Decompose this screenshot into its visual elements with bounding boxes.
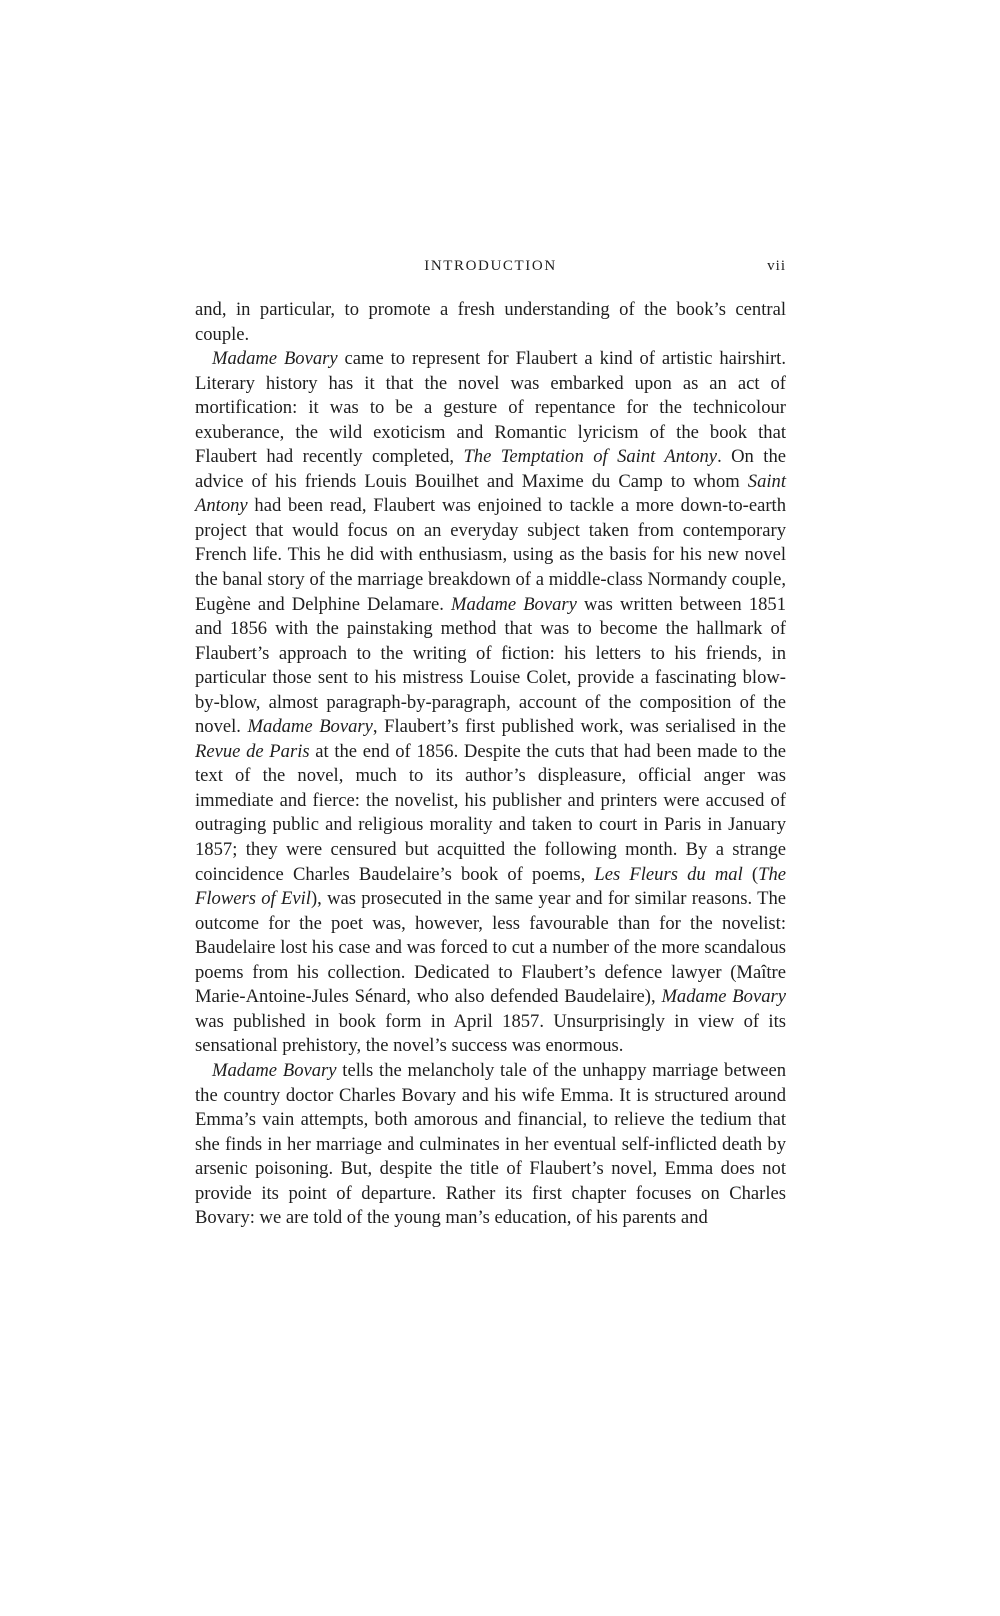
running-head (195, 258, 786, 282)
italic-title-text: Madame Bovary (451, 593, 577, 615)
chapter-title: INTRODUCTION (424, 258, 557, 274)
paragraph-text: , Flaubert’s first published work, was serialised in the (372, 716, 786, 738)
paragraph-text: had been read, Flaubert was enjoined to tackle a more down-to-earth project that would focus on an everyday subject taken from contemporary French life. This he did with enthusiasm, using as the basis for his new novel the banal story of the marriage breakdown of a middle-class Normandy couple, Eugène and Delphine Delamare. (195, 495, 786, 615)
paragraph-1 (195, 298, 786, 347)
italic-title-text: Madame Bovary (212, 1059, 337, 1081)
italic-title-text: The Flowers of Evil (195, 863, 786, 910)
italic-title-text: Saint Antony (195, 470, 786, 517)
italic-title-text: Madame Bovary (661, 986, 786, 1008)
italic-title-text: Madame Bovary (247, 716, 373, 738)
paragraph-text: came to represent for Flaubert a kind of artistic hairshirt. Literary history has it that the novel was embarked upon as an act of mortification: it was to be a gesture of repentance for the technicolour exuberance, the wild exoticism and Romantic lyricism of the book that Flaubert had recently completed, (195, 348, 786, 468)
paragraph-text: was published in book form in April 1857. Unsurprisingly in view of its sensational prehistory, the novel’s success was enormous. (195, 1010, 786, 1057)
page-number: vii (767, 258, 786, 274)
paragraph-text: ( (742, 863, 759, 885)
italic-title-text: Les Fleurs du mal (594, 863, 743, 885)
paragraph-text: at the end of 1856. Despite the cuts that had been made to the text of the novel, much to its author’s displeasure, official anger was immediate and fierce: the novelist, his publisher and printers were accused of outraging public and religious morality and taken to court in Paris in January 1857; they were censured but acquitted the following month. By a strange coincidence Charles Baudelaire’s book of poems, (195, 740, 786, 885)
italic-title-text: The Temptation of Saint Antony (463, 446, 718, 468)
paragraph-text: . On the advice of his friends Louis Bouilhet and Maxime du Camp to whom (195, 446, 786, 492)
book-page (195, 258, 786, 1231)
body-text (195, 298, 786, 1231)
paragraph-text: tells the melancholy tale of the unhappy marriage between the country doctor Charles Bovary and his wife Emma. It is structured around Emma’s vain attempts, both amorous and financial, to relieve the tedium that she finds in her marriage and culminates in her eventual self-inflicted death by arsenic poisoning. But, despite the title of Flaubert’s novel, Emma does not provide its point of departure. Rather its first chapter focuses on Charles Bovary: we are told of the young man’s education, of his parents and (195, 1059, 786, 1229)
italic-title-text: Revue de Paris (195, 740, 310, 762)
paragraph-3 (195, 1059, 786, 1231)
paragraph-text: was written between 1851 and 1856 with the painstaking method that was to become the hallmark of Flaubert’s approach to the writing of fiction: his letters to his friends, in particular those sent to his mistress Louise Colet, provide a fascinating blow-by-blow, almost paragraph-by-paragraph, account of the composition of the novel. (195, 593, 787, 738)
paragraph-2 (195, 347, 786, 1059)
paragraph-text: ), was prosecuted in the same year and for similar reasons. The outcome for the poet was, however, less favourable than for the novelist: Baudelaire lost his case and was forced to cut a number of the more scandalous poems from his collection. Dedicated to Flaubert’s defence lawyer (Maître Marie-Antoine-Jules Sénard, who also defended Baudelaire), (195, 888, 786, 1008)
paragraph-text: and, in particular, to promote a fresh understanding of the book’s central couple. (195, 299, 786, 345)
italic-title-text: Madame Bovary (212, 348, 338, 370)
